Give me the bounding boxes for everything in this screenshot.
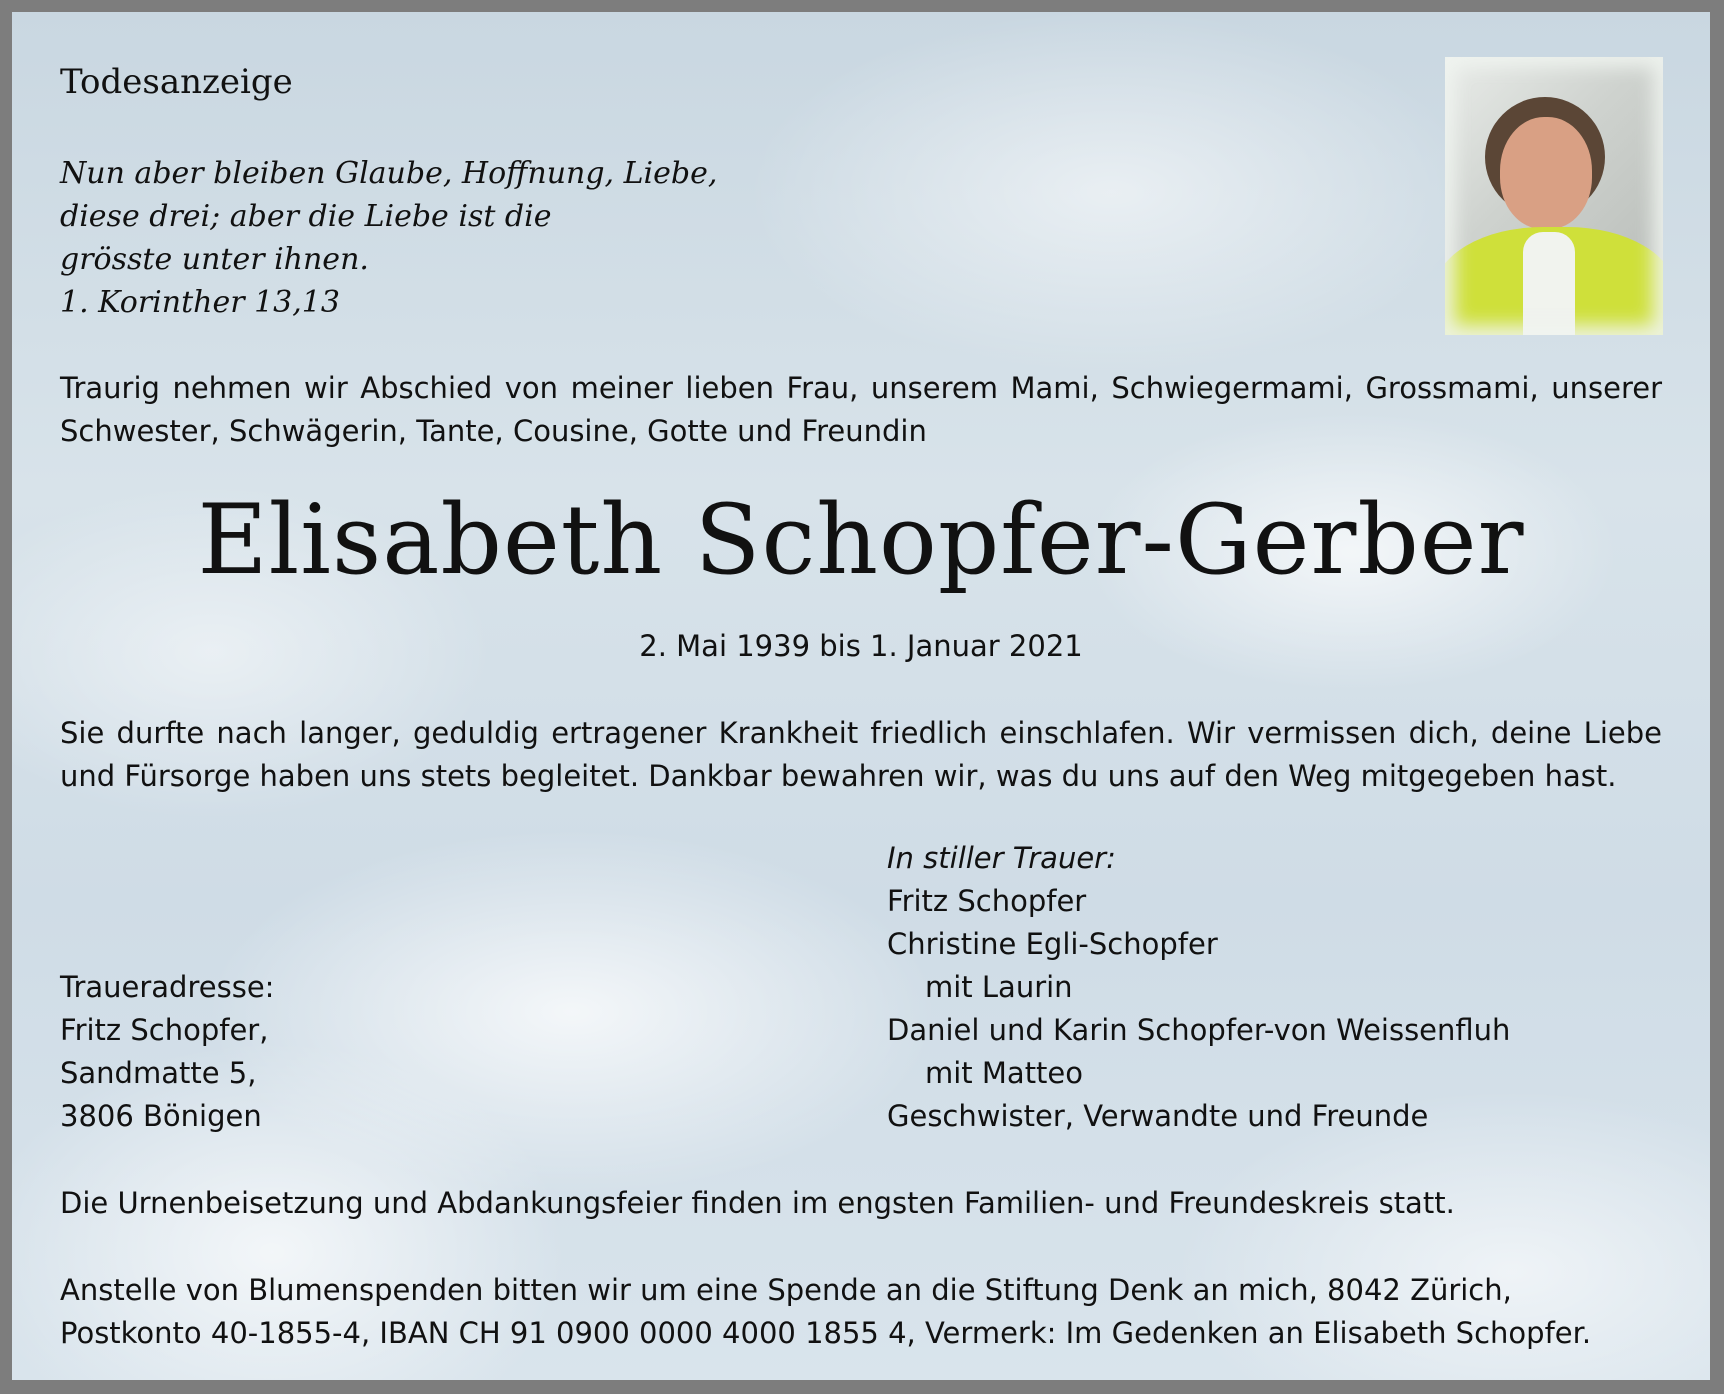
verse-line: Nun aber bleiben Glaube, Hoffnung, Liebe, [60,156,718,191]
mourner-line: Christine Egli-Schopfer [887,927,1218,961]
mourners-lead: In stiller Trauer: [887,841,1116,875]
body-text: Sie durfte nach langer, geduldig ertragener Krankheit friedlich einschlafen. Wir vermissen dich, deine Liebe und Fürsorge haben uns stets begleitet. Dankbar bewahren wir, was du uns auf den Weg mitgegeben hast. [60,716,1662,793]
mourner-line: mit Matteo [925,1056,1084,1090]
address-line: 3806 Bönigen [60,1099,262,1133]
donation-note: Anstelle von Blumenspenden bitten wir um eine Spende an die Stiftung Denk an mich, 8042 Zürich, Postkonto 40-1855-4, IBAN CH 91 0900 0000 4000 1855 4, Vermerk: Im Gedenken an Elisabeth Schopfer. [60,1273,1592,1350]
mourner-line: mit Laurin [925,970,1073,1004]
mourner-line: Geschwister, Verwandte und Freunde [887,1099,1429,1133]
mourner-line: Daniel und Karin Schopfer-von Weissenfluh [887,1013,1511,1047]
mourners-list [887,837,1510,1138]
verse-line: grösste unter ihnen. [60,242,369,277]
portrait-photo [1445,57,1663,335]
verse-line: diese drei; aber die Liebe ist die [60,199,552,234]
heading: Todesanzeige [60,62,293,102]
address-line: Fritz Schopfer, [60,1013,269,1047]
mourning-address [60,966,274,1138]
life-dates: 2. Mai 1939 bis 1. Januar 2021 [639,629,1083,663]
address-label: Traueradresse: [60,970,275,1004]
deceased-name: Elisabeth Schopfer-Gerber [197,484,1525,596]
verse-reference: 1. Korinther 13,13 [60,285,340,320]
mourner-line: Fritz Schopfer [887,884,1087,918]
address-line: Sandmatte 5, [60,1056,257,1090]
obituary-card [12,12,1710,1380]
bible-verse [60,152,717,324]
ceremony-note: Die Urnenbeisetzung und Abdankungsfeier finden im engsten Familien- und Freundeskreis statt. [60,1186,1455,1220]
intro-text: Traurig nehmen wir Abschied von meiner lieben Frau, unserem Mami, Schwiegermami, Grossmami, unserer Schwester, Schwägerin, Tante, Cousine, Gotte und Freundin [60,371,1662,448]
